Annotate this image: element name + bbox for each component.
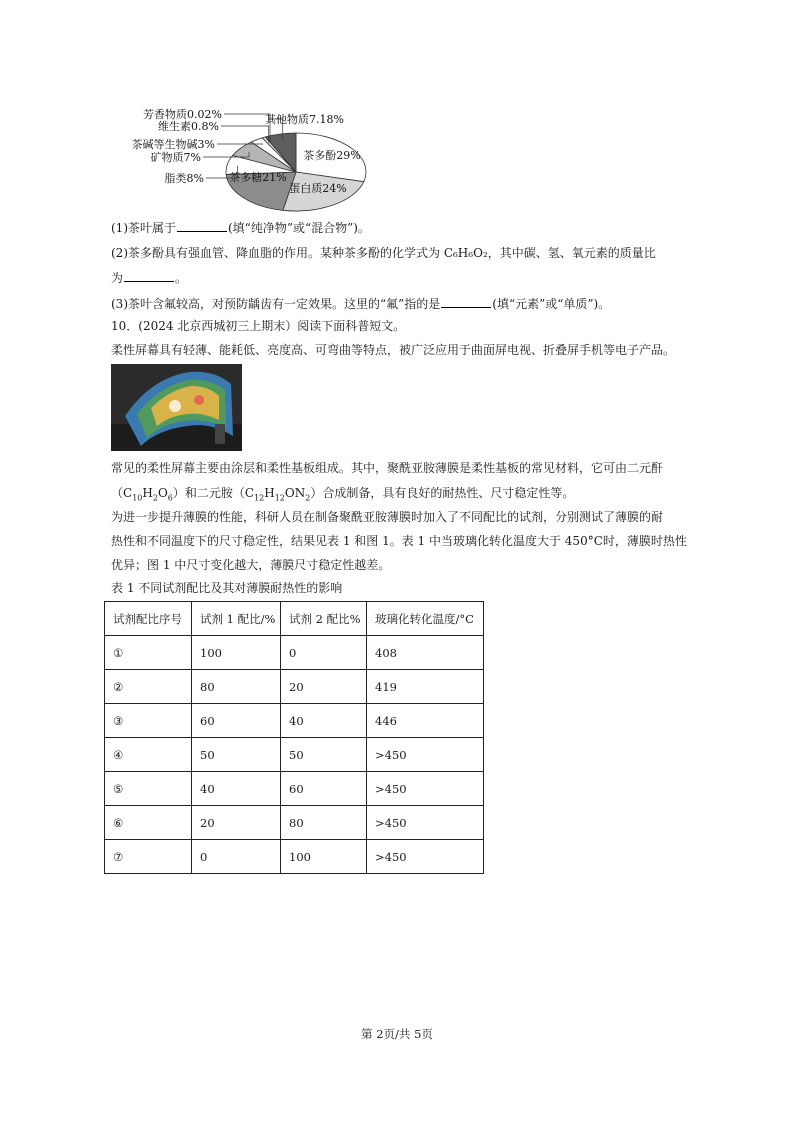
table-cell: ⑤ [105,772,192,806]
table-cell: >450 [367,772,484,806]
question-2-text: 为 [111,271,124,285]
table-cell: ③ [105,704,192,738]
table-row [105,704,484,738]
flexible-screen-photo [111,364,242,451]
question-2-line-1: (2)茶多酚具有强血管、降血脂的作用。某种茶多酚的化学式为 C₆H₆O₂，其中碳、氢、氧元素的质量比 [111,246,656,260]
pie-label: 维生素0.8% [158,120,219,133]
question-2-line-2 [111,269,187,286]
element-on: ON [284,486,306,500]
element-h: H [142,486,153,500]
table-cell: ④ [105,738,192,772]
table-cell: ① [105,636,192,670]
formula-suffix: ）合成制备，具有良好的耐热性、尺寸稳定性等。 [310,486,575,500]
table-header-cell: 试剂 2 配比% [281,602,367,636]
question-1-hint: (填“纯净物”或“混合物”)。 [228,221,370,235]
table-row [105,772,484,806]
article-paragraph-3-line-3: 优异；图 1 中尺寸变化越大，薄膜尺寸稳定性越差。 [111,558,391,572]
element-h: H [264,486,275,500]
answer-blank-2[interactable] [124,269,174,282]
question-3-hint: (填“元素”或“单质”)。 [492,297,611,311]
table-row [105,636,484,670]
pie-label: 蛋白质24% [289,182,347,195]
subscript: 10 [132,493,143,503]
subscript: 12 [274,493,285,503]
pie-label: 茶多糖21% [229,171,287,184]
table-row [105,738,484,772]
table-cell: 40 [281,704,367,738]
pie-label: 脂类8% [164,172,204,185]
table-cell: 446 [367,704,484,738]
subscript: 2 [152,493,158,503]
table-cell: ⑥ [105,806,192,840]
question-3 [111,295,610,312]
table-cell: 80 [192,670,281,704]
table-cell: >450 [367,738,484,772]
table-cell: 60 [192,704,281,738]
table-row [105,840,484,874]
table-cell: >450 [367,806,484,840]
subscript: 6 [167,493,173,503]
table-row [105,670,484,704]
question-2-end: 。 [175,271,188,285]
subscript: 12 [254,493,265,503]
element-o: O [157,486,168,500]
table-cell: 408 [367,636,484,670]
pie-label: 茶多酚29% [303,149,361,162]
table-cell: ⑦ [105,840,192,874]
article-paragraph-3-line-1: 为进一步提升薄膜的性能，科研人员在制备聚酰亚胺薄膜时加入了不同配比的试剂，分别测试了薄膜的耐 [111,510,664,524]
pie-label: 其他物质7.18% [265,113,344,126]
table-cell: 20 [192,806,281,840]
table-cell: 50 [192,738,281,772]
table-caption: 表 1 不同试剂配比及其对薄膜耐热性的影响 [111,581,343,595]
pie-label: 矿物质7% [150,151,201,164]
page-footer: 第 2页/共 5页 [361,1027,433,1041]
table-cell: 40 [192,772,281,806]
table-cell: 100 [192,636,281,670]
table-cell: 0 [281,636,367,670]
table-cell: 60 [281,772,367,806]
pie-label: 芳香物质0.02% [143,108,222,121]
table-cell: 100 [281,840,367,874]
tea-composition-pie-chart [100,100,380,220]
table-header-cell: 试剂配比序号 [105,602,192,636]
question-10-header: 10．(2024 北京西城初三上期末）阅读下面科普短文。 [111,319,406,333]
article-paragraph-2-line-2 [111,485,574,506]
formula-prefix-1: （C [111,486,133,500]
answer-blank-1[interactable] [177,219,227,232]
subscript: 2 [305,493,311,503]
table-cell: >450 [367,840,484,874]
table-cell: 0 [192,840,281,874]
table-cell: 419 [367,670,484,704]
table-cell: 80 [281,806,367,840]
pie-label: 茶碱等生物碱3% [131,138,215,151]
table-cell: 50 [281,738,367,772]
article-paragraph-2-line-1: 常见的柔性屏幕主要由涂层和柔性基板组成。其中，聚酰亚胺薄膜是柔性基板的常见材料，它可由二元酐 [111,461,664,475]
table-cell: ② [105,670,192,704]
formula-prefix-2: ）和二元胺（C [172,486,255,500]
article-paragraph-3-line-2: 热性和不同温度下的尺寸稳定性，结果见表 1 和图 1。表 1 中当玻璃化转化温度大于 450°C时，薄膜时热性 [111,534,687,548]
table-header-cell: 试剂 1 配比/% [192,602,281,636]
answer-blank-3[interactable] [441,295,491,308]
question-1-text: (1)茶叶属于 [111,221,176,235]
table-cell: 20 [281,670,367,704]
table-row [105,806,484,840]
table-header-cell: 玻璃化转化温度/°C [367,602,484,636]
question-3-text: (3)茶叶含氟较高，对预防龋齿有一定效果。这里的“氟”指的是 [111,297,441,311]
article-paragraph-1: 柔性屏幕具有轻薄、能耗低、亮度高、可弯曲等特点，被广泛应用于曲面屏电视、折叠屏手机等电子产品。 [111,343,676,357]
table-header-row [105,602,484,636]
question-1 [111,219,370,236]
reagent-ratio-table [104,601,484,874]
